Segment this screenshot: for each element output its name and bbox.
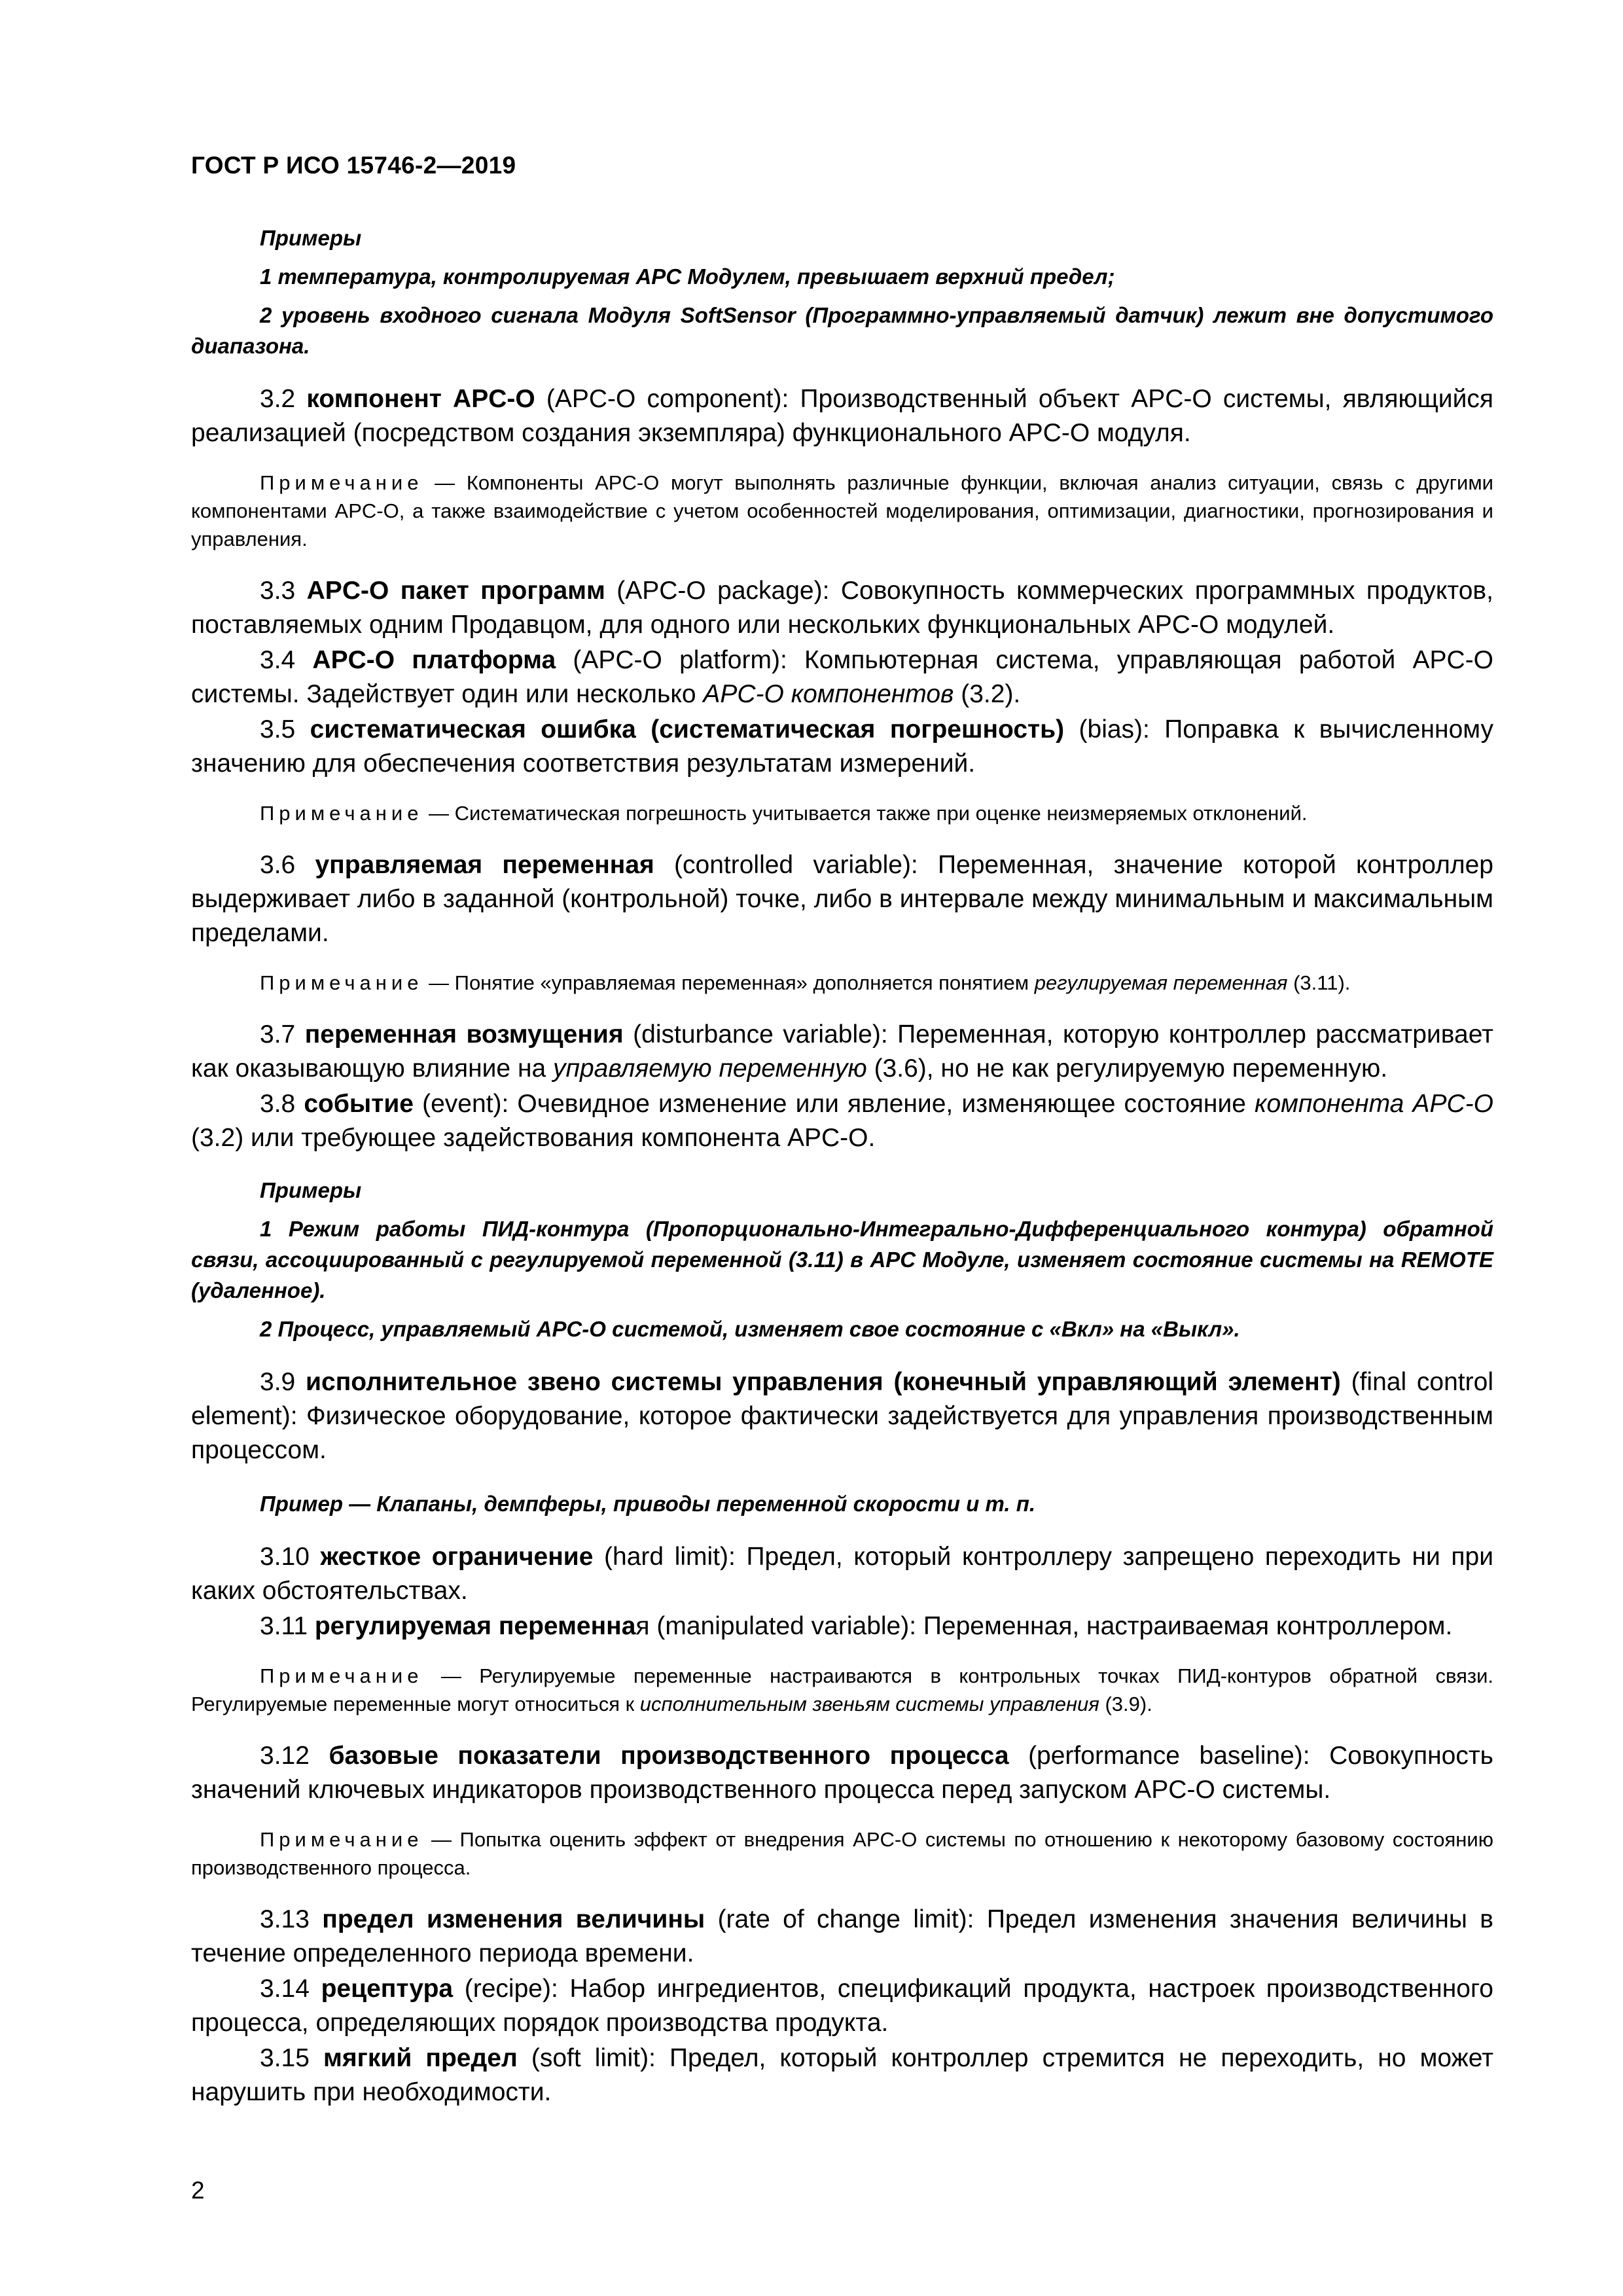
term-definition: (soft limit): Предел, который контроллер стремится не переходить, но может нарушить при необходимости.	[191, 2044, 1493, 2106]
note-label: Примечание	[260, 971, 423, 994]
document-page	[191, 0, 1493, 2296]
note-text: — Попытка оценить эффект от внедрения APC-O системы по отношению к некоторому базовому состоянию производственного процесса.	[191, 1828, 1493, 1879]
term-name: управляемая переменная	[315, 851, 654, 879]
term-3-12	[191, 1739, 1493, 1807]
term-number: 3.12	[260, 1742, 329, 1770]
term-3-3	[191, 574, 1493, 642]
note-label: Примечание	[260, 1664, 423, 1687]
term-3-2	[191, 382, 1493, 450]
term-name: жесткое ограничение	[320, 1543, 594, 1571]
term-definition: (bias): Поправка к вычисленному значению для обеспечения соответствия результатам измерений.	[191, 715, 1494, 778]
page-number: 2	[191, 2177, 205, 2204]
term-definition: (APC-O package): Совокупность коммерческих программных продуктов, поставляемых одним Продавцом, для одного или нескольких функциональных APC-O модулей.	[191, 577, 1493, 639]
term-number: 3.9	[260, 1368, 306, 1396]
term-name: исполнительное звено системы управления (конечный управляющий элемент)	[306, 1368, 1341, 1396]
term-definition: (APC-O platform): Компьютерная система, управляющая работой APC-O системы. Задействует один или несколько	[191, 646, 1494, 708]
term-3-4	[191, 643, 1493, 711]
note-label: Примечание	[260, 1828, 423, 1851]
term-definition: (APC-O component): Производственный объект APC-O системы, являющийся реализацией (посредством создания экземпляра) функционального APC-O модуля.	[191, 385, 1493, 447]
example-3-9: Пример — Клапаны, демпферы, приводы переменной скорости и т. п.	[260, 1492, 1036, 1516]
term-number: 3.6	[260, 851, 315, 879]
term-number: 3.7	[260, 1020, 305, 1049]
term-name: мягкий предел	[323, 2044, 518, 2072]
term-3-13	[191, 1903, 1493, 1971]
term-3-7	[191, 1018, 1493, 1086]
term-definition: (event): Очевидное изменение или явление, изменяющее состояние	[414, 1090, 1255, 1118]
term-definition: (final control element): Физическое оборудование, которое фактически задействуется для управления производственным процессом.	[191, 1368, 1493, 1464]
term-3-15	[191, 2041, 1493, 2109]
term-definition-tail: (3.2).	[954, 680, 1021, 708]
page-content	[191, 223, 1493, 2111]
term-name: APC-O платформа	[312, 646, 556, 674]
note-text: — Компоненты APC-O могут выполнять различные функции, включая анализ ситуации, связь с другими компонентами APC-O, а также взаимодействие с учетом особенностей моделирования, оптимизации, диагностики, прогнозирования и управления.	[191, 471, 1493, 550]
term-reference: управляемую переменную	[553, 1054, 867, 1083]
term-definition: (disturbance variable): Переменная, которую контроллер рассматривает как оказывающую влияние на	[191, 1020, 1493, 1083]
example-item: 2 уровень входного сигнала Модуля SoftSensor (Программно-управляемый датчик) лежит вне допустимого диапазона.	[191, 303, 1493, 358]
note-text-tail: (3.11).	[1287, 971, 1351, 994]
term-3-6	[191, 848, 1493, 950]
examples-title: Примеры	[260, 226, 362, 250]
term-number: 3.2	[260, 385, 307, 413]
term-definition: (recipe): Набор ингредиентов, спецификаций продукта, настроек производственного процесса, определяющих порядок производства продукта.	[191, 1975, 1494, 2037]
note-3-12	[191, 1825, 1493, 1882]
document-code-header: ГОСТ Р ИСО 15746-2—2019	[191, 152, 516, 179]
note-3-5	[191, 799, 1493, 827]
term-3-9	[191, 1365, 1493, 1467]
term-number: 3.13	[260, 1905, 323, 1933]
term-name: регулируемая переменна	[314, 1612, 636, 1640]
term-number: 3.14	[260, 1975, 321, 2003]
note-3-2	[191, 469, 1493, 553]
term-3-10	[191, 1540, 1493, 1608]
term-name: APC-O пакет программ	[306, 577, 605, 605]
term-name: систематическая ошибка (систематическая погрешность)	[310, 715, 1065, 744]
term-number: 3.8	[260, 1090, 304, 1118]
term-number: 3.3	[260, 577, 307, 605]
term-3-14	[191, 1972, 1493, 2040]
note-3-11	[191, 1662, 1493, 1718]
term-definition: (performance baseline): Совокупность значений ключевых индикаторов производственного процесса перед запуском APC-O системы.	[191, 1742, 1493, 1804]
term-definition-tail: (3.2) или требующее задействования компонента APC-O.	[191, 1124, 876, 1152]
note-3-6	[191, 969, 1493, 997]
note-label: Примечание	[260, 802, 423, 825]
example-item: 1 температура, контролируемая APC Модулем, превышает верхний предел;	[260, 264, 1115, 289]
note-label: Примечание	[260, 471, 423, 494]
note-text: — Понятие «управляемая переменная» дополняется понятием	[423, 971, 1035, 994]
term-name: событие	[304, 1090, 414, 1118]
term-number: 3.15	[260, 2044, 324, 2072]
term-3-5	[191, 713, 1493, 781]
term-number: 3.4	[260, 646, 313, 674]
note-text: — Регулируемые переменные настраиваются в контрольных точках ПИД-контуров обратной связи. Регулируемые переменные могут относиться к	[191, 1664, 1493, 1715]
examples-title: Примеры	[260, 1178, 362, 1202]
term-reference: APC-O компонентов	[703, 680, 954, 708]
term-name: базовые показатели производственного процесса	[329, 1742, 1009, 1770]
term-number: 3.5	[260, 715, 310, 744]
term-definition: (controlled variable): Переменная, значение которой контроллер выдерживает либо в заданной (контрольной) точке, либо в интервале между минимальным и максимальным пределами.	[191, 851, 1493, 947]
term-definition: (rate of change limit): Предел изменения значения величины в течение определенного периода времени.	[191, 1905, 1493, 1967]
term-3-11	[191, 1609, 1493, 1643]
term-name: компонент APC-O	[306, 385, 535, 413]
term-definition: (hard limit): Предел, который контроллеру запрещено переходить ни при каких обстоятельствах.	[191, 1543, 1493, 1605]
term-name: переменная возмущения	[304, 1020, 624, 1049]
example-item: 2 Процесс, управляемый APC-O системой, изменяет свое состояние с «Вкл» на «Выкл».	[260, 1317, 1240, 1341]
note-reference: регулируемая переменная	[1034, 971, 1288, 994]
note-text: — Систематическая погрешность учитывается также при оценке неизмеряемых отклонений.	[423, 802, 1308, 825]
term-reference: компонента APC-O	[1255, 1090, 1493, 1118]
note-text-tail: (3.9).	[1099, 1693, 1152, 1715]
term-name: предел изменения величины	[322, 1905, 705, 1933]
note-reference: исполнительным звеньям системы управления	[639, 1693, 1099, 1715]
term-number: 3.10	[260, 1543, 321, 1571]
term-definition: я (manipulated variable): Переменная, настраиваемая контроллером.	[635, 1612, 1453, 1640]
example-item: 1 Режим работы ПИД-контура (Пропорционально-Интегрально-Дифференциального контура) обратной связи, ассоциированный с регулируемой переменной (3.11) в APC Модуле, изменяет состояние системы на REMOTE (удаленное).	[191, 1217, 1493, 1302]
term-name: рецептура	[321, 1975, 454, 2003]
term-number: 3.11	[260, 1612, 315, 1640]
term-3-8	[191, 1087, 1493, 1155]
term-definition-tail: (3.6), но не как регулируемую переменную.	[866, 1054, 1388, 1083]
